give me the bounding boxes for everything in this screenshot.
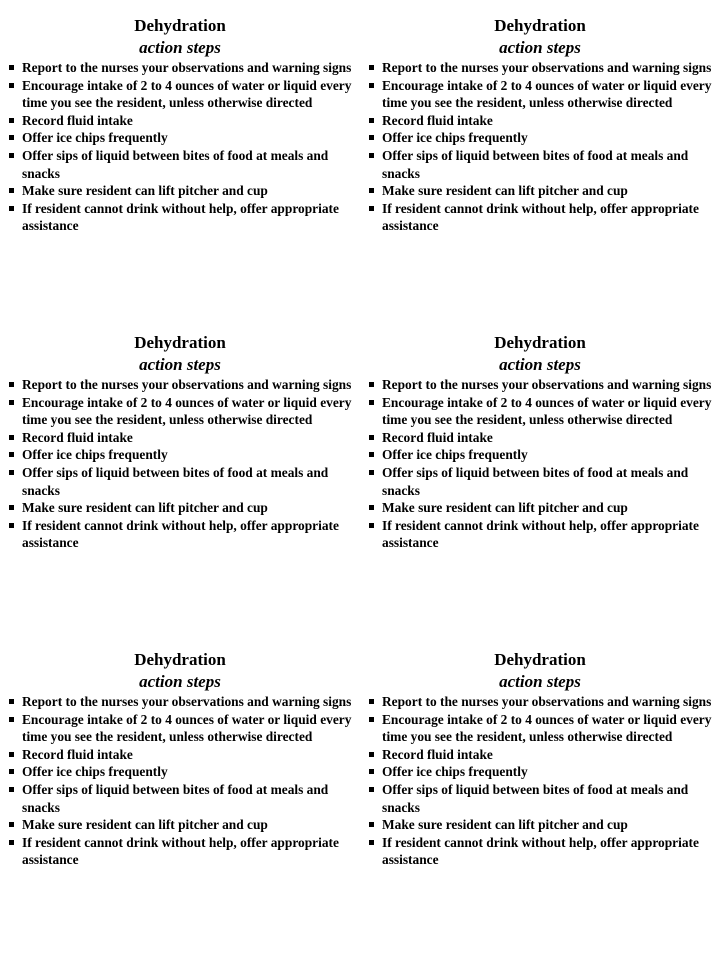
card-subtitle: action steps <box>499 38 581 57</box>
square-bullet-icon <box>9 135 14 140</box>
square-bullet-icon <box>369 153 374 158</box>
square-bullet-icon <box>369 470 374 475</box>
step-text: Report to the nurses your observations and warning signs <box>382 377 712 392</box>
card-subtitle: action steps <box>139 672 221 691</box>
list-item <box>4 693 356 711</box>
list-item <box>4 429 356 447</box>
step-text: If resident cannot drink without help, offer appropriate assistance <box>22 834 339 868</box>
list-item <box>364 517 716 552</box>
action-card-2 <box>364 15 716 235</box>
square-bullet-icon <box>9 717 14 722</box>
square-bullet-icon <box>369 188 374 193</box>
list-item <box>4 129 356 147</box>
card-subtitle: action steps <box>139 38 221 57</box>
list-item <box>4 59 356 77</box>
step-text: Offer sips of liquid between bites of food at meals and snacks <box>22 147 329 181</box>
square-bullet-icon <box>9 118 14 123</box>
card-title: Dehydration <box>494 333 586 352</box>
card-title: Dehydration <box>494 16 586 35</box>
list-item <box>364 746 716 764</box>
square-bullet-icon <box>9 699 14 704</box>
list-item <box>364 834 716 869</box>
card-title: Dehydration <box>134 16 226 35</box>
square-bullet-icon <box>369 822 374 827</box>
square-bullet-icon <box>369 435 374 440</box>
list-item <box>4 394 356 429</box>
square-bullet-icon <box>369 206 374 211</box>
square-bullet-icon <box>9 452 14 457</box>
square-bullet-icon <box>9 470 14 475</box>
step-text: Make sure resident can lift pitcher and cup <box>22 817 268 833</box>
list-item <box>4 464 356 499</box>
list-item <box>364 781 716 816</box>
square-bullet-icon <box>9 83 14 88</box>
step-text: If resident cannot drink without help, offer appropriate assistance <box>382 517 699 551</box>
square-bullet-icon <box>9 822 14 827</box>
step-text: Report to the nurses your observations and warning signs <box>22 60 352 75</box>
list-item <box>364 464 716 499</box>
list-item <box>364 59 716 77</box>
list-item <box>364 763 716 781</box>
step-text: Encourage intake of 2 to 4 ounces of water or liquid every time you see the resident, unless otherwise directed <box>382 711 712 745</box>
square-bullet-icon <box>369 787 374 792</box>
list-item <box>364 200 716 235</box>
list-item <box>4 781 356 816</box>
list-item <box>364 77 716 112</box>
action-steps-list <box>4 59 356 235</box>
list-item <box>4 746 356 764</box>
step-text: Offer sips of liquid between bites of food at meals and snacks <box>382 464 689 498</box>
list-item <box>364 112 716 130</box>
square-bullet-icon <box>369 118 374 123</box>
list-item <box>364 816 716 834</box>
list-item <box>364 394 716 429</box>
list-item <box>364 693 716 711</box>
step-text: Report to the nurses your observations and warning signs <box>22 377 352 392</box>
list-item <box>4 182 356 200</box>
step-text: Report to the nurses your observations and warning signs <box>382 694 712 709</box>
card-subtitle: action steps <box>499 355 581 374</box>
square-bullet-icon <box>369 769 374 774</box>
action-steps-list <box>364 59 716 235</box>
step-text: Encourage intake of 2 to 4 ounces of water or liquid every time you see the resident, unless otherwise directed <box>382 77 712 111</box>
step-text: Offer ice chips frequently <box>22 764 168 780</box>
action-card-5 <box>4 649 356 869</box>
square-bullet-icon <box>9 65 14 70</box>
step-text: Record fluid intake <box>22 112 133 128</box>
list-item <box>4 763 356 781</box>
step-text: Offer ice chips frequently <box>382 130 528 146</box>
list-item <box>364 499 716 517</box>
step-text: Encourage intake of 2 to 4 ounces of water or liquid every time you see the resident, unless otherwise directed <box>382 394 712 428</box>
step-text: Offer ice chips frequently <box>22 130 168 146</box>
step-text: Record fluid intake <box>22 746 133 762</box>
square-bullet-icon <box>9 752 14 757</box>
step-text: Make sure resident can lift pitcher and cup <box>22 183 268 199</box>
list-item <box>4 517 356 552</box>
list-item <box>364 429 716 447</box>
list-item <box>364 376 716 394</box>
square-bullet-icon <box>9 523 14 528</box>
list-item <box>364 711 716 746</box>
square-bullet-icon <box>9 769 14 774</box>
step-text: If resident cannot drink without help, offer appropriate assistance <box>22 517 339 551</box>
card-subtitle: action steps <box>499 672 581 691</box>
square-bullet-icon <box>9 153 14 158</box>
list-item <box>4 499 356 517</box>
step-text: Make sure resident can lift pitcher and cup <box>382 183 628 199</box>
square-bullet-icon <box>369 135 374 140</box>
list-item <box>4 711 356 746</box>
action-card-3 <box>4 332 356 552</box>
list-item <box>4 147 356 182</box>
list-item <box>364 182 716 200</box>
square-bullet-icon <box>369 752 374 757</box>
step-text: Offer sips of liquid between bites of food at meals and snacks <box>382 781 689 815</box>
square-bullet-icon <box>9 840 14 845</box>
step-text: Record fluid intake <box>382 429 493 445</box>
square-bullet-icon <box>369 382 374 387</box>
square-bullet-icon <box>369 452 374 457</box>
step-text: Offer sips of liquid between bites of food at meals and snacks <box>22 781 329 815</box>
list-item <box>364 147 716 182</box>
action-steps-list <box>364 693 716 869</box>
list-item <box>364 446 716 464</box>
square-bullet-icon <box>9 505 14 510</box>
square-bullet-icon <box>9 206 14 211</box>
square-bullet-icon <box>369 65 374 70</box>
square-bullet-icon <box>9 787 14 792</box>
action-steps-list <box>4 376 356 552</box>
square-bullet-icon <box>9 400 14 405</box>
card-title: Dehydration <box>134 650 226 669</box>
square-bullet-icon <box>369 505 374 510</box>
action-card-6 <box>364 649 716 869</box>
square-bullet-icon <box>9 188 14 193</box>
action-steps-list <box>4 693 356 869</box>
step-text: Record fluid intake <box>382 112 493 128</box>
step-text: Report to the nurses your observations and warning signs <box>22 694 352 709</box>
step-text: Make sure resident can lift pitcher and cup <box>382 817 628 833</box>
list-item <box>4 77 356 112</box>
list-item <box>4 834 356 869</box>
step-text: If resident cannot drink without help, offer appropriate assistance <box>22 200 339 234</box>
action-steps-list <box>364 376 716 552</box>
step-text: Offer sips of liquid between bites of food at meals and snacks <box>382 147 689 181</box>
square-bullet-icon <box>9 382 14 387</box>
step-text: Make sure resident can lift pitcher and cup <box>22 500 268 516</box>
square-bullet-icon <box>369 699 374 704</box>
list-item <box>364 129 716 147</box>
step-text: Make sure resident can lift pitcher and cup <box>382 500 628 516</box>
action-card-4 <box>364 332 716 552</box>
list-item <box>4 446 356 464</box>
step-text: Offer ice chips frequently <box>382 764 528 780</box>
square-bullet-icon <box>369 523 374 528</box>
list-item <box>4 816 356 834</box>
step-text: Report to the nurses your observations and warning signs <box>382 60 712 75</box>
list-item <box>4 376 356 394</box>
square-bullet-icon <box>9 435 14 440</box>
list-item <box>4 200 356 235</box>
step-text: If resident cannot drink without help, offer appropriate assistance <box>382 834 699 868</box>
step-text: If resident cannot drink without help, offer appropriate assistance <box>382 200 699 234</box>
square-bullet-icon <box>369 83 374 88</box>
square-bullet-icon <box>369 400 374 405</box>
step-text: Offer ice chips frequently <box>22 447 168 463</box>
card-subtitle: action steps <box>139 355 221 374</box>
step-text: Encourage intake of 2 to 4 ounces of water or liquid every time you see the resident, unless otherwise directed <box>22 394 352 428</box>
card-title: Dehydration <box>134 333 226 352</box>
step-text: Offer ice chips frequently <box>382 447 528 463</box>
step-text: Offer sips of liquid between bites of food at meals and snacks <box>22 464 329 498</box>
action-card-1 <box>4 15 356 235</box>
card-title: Dehydration <box>494 650 586 669</box>
list-item <box>4 112 356 130</box>
step-text: Record fluid intake <box>382 746 493 762</box>
square-bullet-icon <box>369 717 374 722</box>
step-text: Encourage intake of 2 to 4 ounces of water or liquid every time you see the resident, unless otherwise directed <box>22 77 352 111</box>
square-bullet-icon <box>369 840 374 845</box>
step-text: Record fluid intake <box>22 429 133 445</box>
step-text: Encourage intake of 2 to 4 ounces of water or liquid every time you see the resident, unless otherwise directed <box>22 711 352 745</box>
